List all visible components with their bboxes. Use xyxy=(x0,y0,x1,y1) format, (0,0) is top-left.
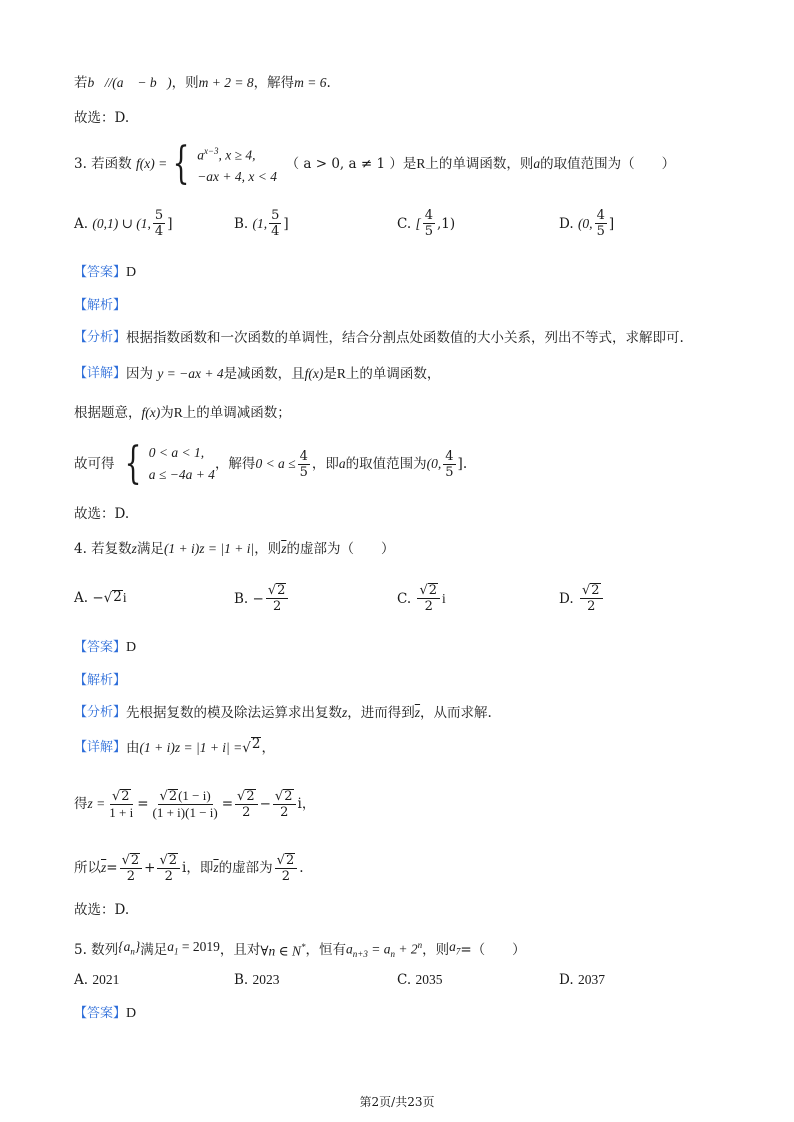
inequality: 0 < a < 1, xyxy=(148,445,205,460)
option-text: (1, xyxy=(252,215,268,231)
radicand: 2 xyxy=(591,583,600,598)
numerator: √ 2 xyxy=(580,583,603,599)
superscript: n xyxy=(417,940,423,950)
q4-option-a[interactable] xyxy=(74,590,127,606)
option-text: (0,1) ∪ (1, xyxy=(92,215,151,231)
radicand: 2 xyxy=(246,788,255,804)
q5-option-c[interactable] xyxy=(397,972,442,988)
fraction xyxy=(580,583,603,614)
text: ，解得 xyxy=(214,456,256,472)
equation: z = xyxy=(87,796,106,811)
text: } xyxy=(134,939,141,955)
option-label: B. xyxy=(234,972,249,988)
denominator: 5 xyxy=(424,224,433,239)
text: a xyxy=(167,939,174,955)
text: 的虚部为 xyxy=(218,860,273,876)
conjugate-variable: $\overline{z}$ xyxy=(213,860,219,875)
numerator: 4 xyxy=(299,448,308,464)
set-symbol: R xyxy=(336,366,346,381)
q3-option-a[interactable] xyxy=(74,208,172,239)
denominator: 4 xyxy=(154,224,164,239)
case-1 xyxy=(197,140,277,167)
fraction xyxy=(120,853,143,884)
q4-answer xyxy=(74,637,734,659)
radicand: 2 xyxy=(428,583,438,598)
conjugate-variable: $\overline{z}$ xyxy=(414,705,421,720)
analysis-tag: 【解析】 xyxy=(74,298,127,313)
option-label: B. xyxy=(234,590,249,607)
numerator: √ 2 xyxy=(275,853,298,869)
numerator: 5 xyxy=(271,208,280,223)
denominator: 2 xyxy=(587,599,596,614)
radicand: 2 xyxy=(121,788,130,804)
radicand: 2 xyxy=(168,789,178,804)
q3-detail-2 xyxy=(74,402,734,424)
q5-option-a[interactable] xyxy=(74,972,119,988)
question-number: 3. 若函数 xyxy=(74,156,132,172)
subscript: 7 xyxy=(455,946,461,957)
text: 上的单调函数， xyxy=(345,366,441,382)
text: + 2 xyxy=(398,941,418,957)
radicand: 2 xyxy=(113,589,122,605)
fraction xyxy=(153,208,165,239)
text: ，从而求解. xyxy=(420,705,492,721)
equals: = xyxy=(106,860,118,876)
fraction xyxy=(443,449,455,480)
q3-detail-1 xyxy=(74,363,734,385)
text: ，恒有 xyxy=(305,941,347,958)
subscript: n xyxy=(130,946,135,957)
option-text: [ xyxy=(415,215,421,231)
sign: − xyxy=(252,590,264,607)
text: 若 xyxy=(74,75,88,91)
q4-fenxi xyxy=(74,702,734,724)
text: (1 − i) xyxy=(178,788,211,803)
text: , x ≥ 4, xyxy=(218,147,256,163)
q4-analysis-tag xyxy=(74,670,734,692)
variable: z xyxy=(342,705,348,720)
denominator: 2 xyxy=(272,599,282,614)
numerator: 5 xyxy=(154,208,164,223)
function-name: f(x) = xyxy=(135,156,168,171)
q4-detail-1 xyxy=(74,737,734,759)
option-label: C. xyxy=(397,972,412,988)
fraction xyxy=(298,449,310,480)
imaginary-unit: i xyxy=(122,590,127,605)
interval-open: (0, xyxy=(426,456,442,471)
superscript: * xyxy=(301,942,306,953)
denominator: 2 xyxy=(164,868,173,884)
variable: z xyxy=(131,541,137,556)
q4-detail-2 xyxy=(74,782,734,826)
text: 根据指数函数和一次函数的单调性，结合分割点处函数值的大小关系，列出不等式，求解即可. xyxy=(126,330,684,346)
q4-detail-3 xyxy=(74,846,734,890)
fraction xyxy=(107,789,135,820)
text: ，且对 xyxy=(219,941,261,958)
detail-tag: 【详解】 xyxy=(74,740,127,755)
case-2: −ax + 4, x < 4 xyxy=(197,169,278,185)
text: . xyxy=(462,456,468,472)
variable: a xyxy=(338,456,346,471)
text: ， xyxy=(261,740,275,756)
piecewise-cases xyxy=(197,140,277,189)
denominator: 5 xyxy=(445,464,454,480)
function-name: f(x) xyxy=(304,366,324,381)
text: 是 xyxy=(323,366,337,382)
minus: − xyxy=(259,796,271,812)
bracket: ] xyxy=(608,215,615,232)
option-label: A. xyxy=(74,590,89,606)
q4-choice: 故选：D. xyxy=(74,902,130,918)
numerator: √ 2 xyxy=(110,789,133,805)
question-3 xyxy=(74,138,734,189)
set-symbol: R xyxy=(173,405,183,420)
option-value: 2023 xyxy=(252,972,280,987)
option-label: A. xyxy=(74,215,89,232)
brace-glyph: { xyxy=(124,438,142,489)
vector-expression: b⃗//(a⃗ − b⃗) xyxy=(87,75,172,90)
denominator: (1 + i)(1 − i) xyxy=(152,805,218,820)
numerator: 4 xyxy=(445,448,454,464)
sign: − xyxy=(92,590,104,606)
text: 因为 xyxy=(126,366,154,382)
option-label: C. xyxy=(397,590,412,607)
numerator: √ 2 xyxy=(266,583,289,599)
text: = a xyxy=(371,941,391,957)
numerator: √ 2 xyxy=(120,853,143,869)
numerator xyxy=(158,788,213,805)
option-label: C. xyxy=(397,215,412,232)
bracket: ] xyxy=(167,215,173,232)
fraction xyxy=(266,583,289,614)
text: 故可得 xyxy=(74,456,115,472)
q3-analysis-tag xyxy=(74,295,734,317)
radicand: 2 xyxy=(251,736,261,752)
q3-option-c[interactable] xyxy=(397,208,455,239)
subscript: 1 xyxy=(173,946,179,957)
option-value: 2021 xyxy=(92,972,120,987)
text: ，进而得到 xyxy=(347,705,415,721)
text: ，即 xyxy=(311,456,339,472)
text: 上的单调函数，则 xyxy=(425,156,534,172)
fraction xyxy=(269,208,281,239)
option-value: 2035 xyxy=(415,972,443,987)
brace-glyph: { xyxy=(172,138,190,189)
plus: + xyxy=(144,860,156,876)
q3-choice: 故选：D. xyxy=(74,506,130,522)
text: 满足 xyxy=(140,941,168,958)
intro-choice: 故选：D. xyxy=(74,110,130,126)
fraction xyxy=(151,788,220,820)
question-number: 5. 数列 xyxy=(74,941,119,958)
equation: m = 6 xyxy=(294,75,327,90)
answer-value: D xyxy=(126,265,137,280)
text: a xyxy=(346,941,353,957)
option-label: D. xyxy=(559,590,574,607)
text: 为 xyxy=(160,405,174,421)
target-term xyxy=(449,936,460,963)
denominator: 2 xyxy=(126,868,135,884)
denominator: 2 xyxy=(281,868,291,884)
q4-option-b[interactable] xyxy=(234,583,290,614)
answer-tag: 【答案】 xyxy=(74,1006,127,1021)
text: 根据题意， xyxy=(74,405,142,421)
option-label: D. xyxy=(559,972,574,988)
option-label: B. xyxy=(234,215,249,232)
sequence xyxy=(118,936,140,963)
interval-close: ] xyxy=(457,456,463,472)
radicand: 2 xyxy=(130,852,140,868)
radicand: 2 xyxy=(284,788,293,804)
text: =（ ） xyxy=(460,941,526,958)
fenxi-tag: 【分析】 xyxy=(74,330,127,345)
text: 是减函数，且 xyxy=(223,366,305,382)
equals: = xyxy=(137,796,149,812)
text: ，则 xyxy=(254,541,282,557)
fraction xyxy=(417,583,440,614)
radicand: 2 xyxy=(285,852,295,868)
inequality-system xyxy=(149,442,215,486)
denominator: 2 xyxy=(242,804,251,820)
text: = 2019 xyxy=(181,939,220,955)
denominator: 4 xyxy=(271,224,280,239)
q5-option-d[interactable] xyxy=(559,972,605,988)
q3-option-b[interactable] xyxy=(234,208,289,239)
function-name: f(x) xyxy=(141,405,161,420)
q3-fenxi xyxy=(74,327,734,349)
inequality: 0 < a ≤ xyxy=(255,456,296,471)
detail-tag: 【详解】 xyxy=(74,366,127,381)
text: 得 xyxy=(74,796,88,812)
analysis-tag: 【解析】 xyxy=(74,673,127,688)
conjugate-variable: $\overline{z}$ xyxy=(101,860,107,875)
fenxi-tag: 【分析】 xyxy=(74,705,127,720)
text: a xyxy=(449,939,456,955)
subscript: n+3 xyxy=(352,949,368,960)
imaginary-unit: i xyxy=(442,590,446,606)
answer-value: D xyxy=(126,640,137,655)
text: 满足 xyxy=(136,541,164,557)
equals: = xyxy=(221,796,234,812)
text: ，解得 xyxy=(253,75,295,91)
text: 的取值范围为 xyxy=(345,456,427,472)
equation: m + 2 = 8 xyxy=(198,75,254,90)
superscript: x−3 xyxy=(203,145,219,156)
q5-answer xyxy=(74,1003,734,1025)
text: ，则 xyxy=(422,941,450,958)
q3-detail-3 xyxy=(74,438,734,489)
conjugate-variable: $\overline{z}$ xyxy=(281,541,287,556)
subscript: n xyxy=(390,949,395,960)
q5-option-b[interactable] xyxy=(234,972,280,988)
text: . xyxy=(299,860,304,876)
variable: a xyxy=(533,156,541,171)
text: 的虚部为（ ） xyxy=(286,541,395,557)
text: {a xyxy=(118,939,131,955)
text: 的取值范围为（ ） xyxy=(540,156,676,172)
fraction xyxy=(423,208,435,239)
fraction xyxy=(273,789,296,820)
numerator: √ 2 xyxy=(157,853,180,869)
fraction xyxy=(275,853,298,884)
denominator: 2 xyxy=(280,804,289,820)
text: a xyxy=(197,147,204,163)
text: 上的单调减函数； xyxy=(182,405,291,421)
text: i，即 xyxy=(182,860,214,876)
numerator: √ 2 xyxy=(417,583,440,599)
sqrt: √ 2 xyxy=(159,789,178,804)
initial-term xyxy=(167,936,220,963)
denominator: 1 + i xyxy=(109,804,134,820)
fraction xyxy=(235,789,258,820)
q4-option-c[interactable] xyxy=(397,583,446,614)
equation: (1 + i)z = |1 + i| xyxy=(163,541,255,556)
equation: y = −ax + 4 xyxy=(157,366,224,381)
radicand: 2 xyxy=(168,852,178,868)
recurrence xyxy=(346,934,422,965)
numerator: √ 2 xyxy=(273,789,296,805)
denominator: 5 xyxy=(596,224,605,239)
answer-tag: 【答案】 xyxy=(74,265,127,280)
q3-answer xyxy=(74,262,734,284)
sqrt: √ 2 xyxy=(242,736,261,756)
denominator: 2 xyxy=(424,599,433,614)
question-number: 4. 若复数 xyxy=(74,541,132,557)
condition: （ a > 0, a ≠ 1 ）是 xyxy=(285,156,417,172)
bracket: ,1) xyxy=(436,215,456,232)
equation: (1 + i)z = |1 + i| = xyxy=(139,740,243,755)
text: i， xyxy=(297,796,316,812)
question-4 xyxy=(74,538,734,560)
q4-option-d[interactable] xyxy=(559,583,605,614)
sqrt: √ 2 xyxy=(103,589,122,606)
inequality: a ≤ −4a + 4 xyxy=(148,467,215,482)
denominator: 5 xyxy=(299,464,308,480)
text: ，则 xyxy=(171,75,199,91)
numerator: 4 xyxy=(424,208,433,223)
option-label: D. xyxy=(559,215,574,232)
q3-option-d[interactable] xyxy=(559,208,614,239)
quantifier xyxy=(260,936,305,963)
text: ∀n ∈ N xyxy=(260,943,302,959)
text: . xyxy=(326,75,331,91)
option-label: A. xyxy=(74,972,89,988)
text: 所以 xyxy=(74,860,101,876)
question-5 xyxy=(74,934,734,965)
numerator: √ 2 xyxy=(235,789,258,805)
bracket: ] xyxy=(283,215,289,232)
radicand: 2 xyxy=(277,583,286,598)
option-text: (0, xyxy=(577,215,593,231)
fraction xyxy=(595,208,607,239)
text: 由 xyxy=(126,740,140,756)
page-footer: 第2页/共23页 xyxy=(359,1095,435,1109)
text: 先根据复数的模及除法运算求出复数 xyxy=(126,705,343,721)
intro-line-1 xyxy=(74,72,734,94)
fraction xyxy=(157,853,180,884)
answer-tag: 【答案】 xyxy=(74,640,127,655)
option-value: 2037 xyxy=(577,972,605,987)
set-symbol: R xyxy=(416,156,426,171)
answer-value: D xyxy=(126,1006,137,1021)
numerator: 4 xyxy=(596,208,605,223)
